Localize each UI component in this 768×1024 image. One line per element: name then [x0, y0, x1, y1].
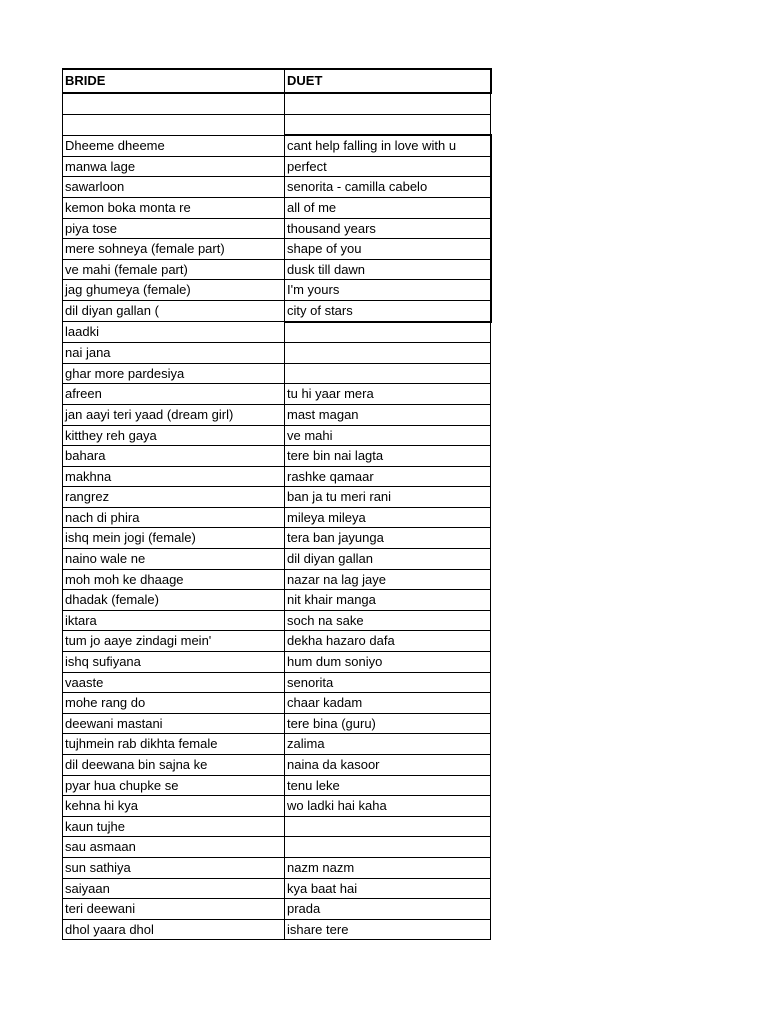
table-row — [63, 878, 491, 899]
header-duet[interactable]: DUET — [285, 69, 491, 93]
table-row — [63, 135, 491, 156]
bride-cell[interactable]: manwa lage — [63, 156, 285, 177]
bride-cell[interactable]: bahara — [63, 446, 285, 467]
duet-cell[interactable]: dekha hazaro dafa — [285, 631, 491, 652]
duet-cell[interactable]: dil diyan gallan — [285, 549, 491, 570]
table-row — [63, 569, 491, 590]
bride-cell[interactable]: moh moh ke dhaage — [63, 569, 285, 590]
bride-cell[interactable]: afreen — [63, 384, 285, 405]
bride-cell[interactable]: deewani mastani — [63, 713, 285, 734]
table-row — [63, 343, 491, 364]
bride-cell[interactable] — [63, 114, 285, 135]
bride-cell[interactable]: kaun tujhe — [63, 816, 285, 837]
table-row — [63, 590, 491, 611]
duet-cell[interactable]: ishare tere — [285, 919, 491, 940]
bride-cell[interactable]: nach di phira — [63, 507, 285, 528]
duet-cell[interactable]: shape of you — [285, 239, 491, 260]
duet-cell[interactable]: chaar kadam — [285, 693, 491, 714]
table-row — [63, 775, 491, 796]
duet-cell[interactable] — [285, 322, 491, 343]
song-list-table — [62, 68, 492, 940]
duet-cell[interactable] — [285, 816, 491, 837]
bride-cell[interactable]: ghar more pardesiya — [63, 363, 285, 384]
duet-cell[interactable]: prada — [285, 899, 491, 920]
duet-cell[interactable]: tu hi yaar mera — [285, 384, 491, 405]
header-bride[interactable]: BRIDE — [63, 69, 285, 93]
bride-cell[interactable]: tujhmein rab dikhta female — [63, 734, 285, 755]
duet-cell[interactable] — [285, 343, 491, 364]
table-row — [63, 487, 491, 508]
duet-cell[interactable]: ve mahi — [285, 425, 491, 446]
table-row — [63, 197, 491, 218]
bride-cell[interactable]: dhadak (female) — [63, 590, 285, 611]
duet-cell[interactable]: ban ja tu meri rani — [285, 487, 491, 508]
table-row — [63, 693, 491, 714]
duet-cell[interactable]: nazar na lag jaye — [285, 569, 491, 590]
bride-cell[interactable]: kehna hi kya — [63, 796, 285, 817]
duet-cell[interactable]: tera ban jayunga — [285, 528, 491, 549]
duet-cell[interactable]: all of me — [285, 197, 491, 218]
table-row — [63, 384, 491, 405]
bride-cell[interactable]: sawarloon — [63, 177, 285, 198]
duet-cell[interactable] — [285, 93, 491, 114]
table-row — [63, 652, 491, 673]
bride-cell[interactable] — [63, 93, 285, 114]
bride-cell[interactable]: ve mahi (female part) — [63, 259, 285, 280]
duet-cell[interactable]: hum dum soniyo — [285, 652, 491, 673]
duet-cell[interactable]: senorita — [285, 672, 491, 693]
duet-cell[interactable] — [285, 837, 491, 858]
table-row — [63, 259, 491, 280]
table-row — [63, 446, 491, 467]
table-row — [63, 363, 491, 384]
table-row — [63, 425, 491, 446]
table-row — [63, 631, 491, 652]
bride-cell[interactable]: ishq sufiyana — [63, 652, 285, 673]
bride-cell[interactable]: tum jo aaye zindagi mein' — [63, 631, 285, 652]
table-row — [63, 300, 491, 321]
bride-cell[interactable]: sun sathiya — [63, 857, 285, 878]
bride-cell[interactable]: pyar hua chupke se — [63, 775, 285, 796]
table-row — [63, 218, 491, 239]
bride-cell[interactable]: rangrez — [63, 487, 285, 508]
bride-cell[interactable]: vaaste — [63, 672, 285, 693]
duet-cell[interactable]: city of stars — [285, 300, 491, 321]
duet-cell[interactable] — [285, 114, 491, 135]
table-row — [63, 114, 491, 135]
table-row — [63, 816, 491, 837]
duet-cell[interactable]: mast magan — [285, 404, 491, 425]
duet-cell[interactable]: kya baat hai — [285, 878, 491, 899]
table-row — [63, 796, 491, 817]
table-row — [63, 507, 491, 528]
table-row — [63, 734, 491, 755]
duet-cell[interactable]: tere bina (guru) — [285, 713, 491, 734]
bride-cell[interactable]: dil deewana bin sajna ke — [63, 755, 285, 776]
duet-cell[interactable]: cant help falling in love with u — [285, 135, 491, 156]
bride-cell[interactable]: makhna — [63, 466, 285, 487]
table-row — [63, 549, 491, 570]
bride-cell[interactable]: kitthey reh gaya — [63, 425, 285, 446]
bride-cell[interactable]: Dheeme dheeme — [63, 135, 285, 156]
table-row — [63, 239, 491, 260]
duet-cell[interactable]: perfect — [285, 156, 491, 177]
bride-cell[interactable]: nai jana — [63, 343, 285, 364]
duet-cell[interactable]: I'm yours — [285, 280, 491, 301]
bride-cell[interactable]: sau asmaan — [63, 837, 285, 858]
duet-cell[interactable]: tere bin nai lagta — [285, 446, 491, 467]
table-body — [63, 69, 491, 940]
header-row — [63, 69, 491, 93]
bride-cell[interactable]: laadki — [63, 322, 285, 343]
duet-cell[interactable]: wo ladki hai kaha — [285, 796, 491, 817]
bride-cell[interactable]: teri deewani — [63, 899, 285, 920]
table-row — [63, 672, 491, 693]
table-row — [63, 280, 491, 301]
duet-cell[interactable]: thousand years — [285, 218, 491, 239]
duet-cell[interactable]: nazm nazm — [285, 857, 491, 878]
bride-cell[interactable]: dil diyan gallan ( — [63, 300, 285, 321]
duet-cell[interactable]: tenu leke — [285, 775, 491, 796]
table-row — [63, 466, 491, 487]
bride-cell[interactable]: piya tose — [63, 218, 285, 239]
duet-cell[interactable] — [285, 363, 491, 384]
table-row — [63, 156, 491, 177]
table-row — [63, 713, 491, 734]
duet-cell[interactable]: nit khair manga — [285, 590, 491, 611]
bride-cell[interactable]: iktara — [63, 610, 285, 631]
bride-cell[interactable]: jan aayi teri yaad (dream girl) — [63, 404, 285, 425]
table-row — [63, 919, 491, 940]
bride-cell[interactable]: mohe rang do — [63, 693, 285, 714]
table-row — [63, 899, 491, 920]
bride-cell[interactable]: saiyaan — [63, 878, 285, 899]
bride-cell[interactable]: jag ghumeya (female) — [63, 280, 285, 301]
table-row — [63, 177, 491, 198]
duet-cell[interactable]: soch na sake — [285, 610, 491, 631]
bride-cell[interactable]: naino wale ne — [63, 549, 285, 570]
table-row — [63, 404, 491, 425]
bride-cell[interactable]: dhol yaara dhol — [63, 919, 285, 940]
table-row — [63, 755, 491, 776]
table-row — [63, 837, 491, 858]
bride-cell[interactable]: mere sohneya (female part) — [63, 239, 285, 260]
table-row — [63, 857, 491, 878]
duet-cell[interactable]: mileya mileya — [285, 507, 491, 528]
table-row — [63, 322, 491, 343]
table-row — [63, 93, 491, 114]
table-row — [63, 528, 491, 549]
bride-cell[interactable]: ishq mein jogi (female) — [63, 528, 285, 549]
bride-cell[interactable]: kemon boka monta re — [63, 197, 285, 218]
duet-cell[interactable]: rashke qamaar — [285, 466, 491, 487]
duet-cell[interactable]: dusk till dawn — [285, 259, 491, 280]
duet-cell[interactable]: zalima — [285, 734, 491, 755]
duet-cell[interactable]: senorita - camilla cabelo — [285, 177, 491, 198]
table-row — [63, 610, 491, 631]
duet-cell[interactable]: naina da kasoor — [285, 755, 491, 776]
